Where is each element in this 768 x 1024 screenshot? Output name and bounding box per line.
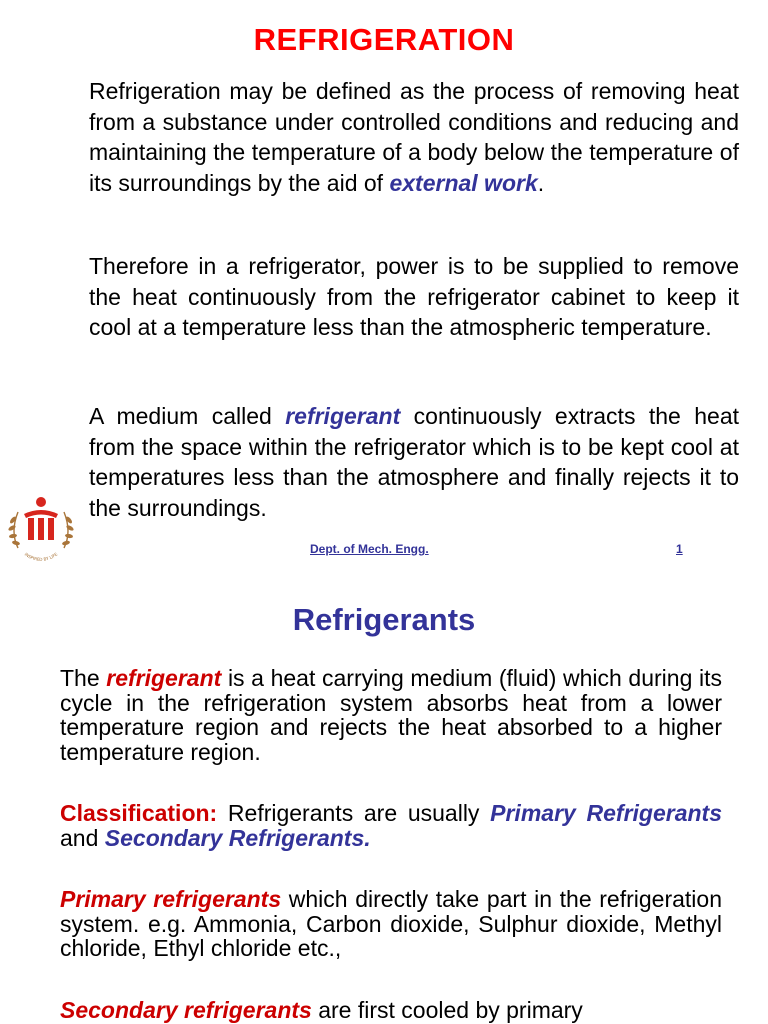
paragraph-power: Therefore in a refrigerator, power is to be supplied to remove the heat continuously from the refrigerator cabinet to keep it cool at a temperature less than the atmospheric temperature. [89,253,739,340]
paragraph-text-after: continuously extracts the heat from the space within the refrigerator which is to be kept cool at temperatures less than the atmosphere and finally rejects it to the surroundings. [89,403,740,521]
paragraph-classification [60,801,722,850]
emphasis-secondary: Secondary Refrigerants. [104,824,371,851]
slide-title: Refrigerants [292,602,476,637]
paragraph-primary-refrigerants [60,887,722,961]
paragraph-text-before: The [60,665,107,691]
emphasis-external-work: external work [389,169,538,196]
paragraph-text-after: is a heat carrying medium (fluid) which during its cycle in the refrigeration system absorbs heat from a lower temperature region and rejects the heat absorbed to a higher temperature region. [60,665,722,765]
paragraph-refrigerant-definition [60,666,722,764]
paragraph-secondary-refrigerants [60,998,722,1023]
emphasis-primary: Primary Refrigerants [490,800,722,826]
paragraph-medium [89,401,739,523]
paragraph-text: are first cooled by primary [311,997,583,1023]
emphasis-refrigerant: refrigerant [285,403,401,429]
paragraph-definition [89,76,739,198]
paragraph-text: which directly take part in the refrigeration system. e.g. Ammonia, Carbon dioxide, Sulphur dioxide, Methyl chloride, Ethyl chloride etc., [60,886,722,961]
classification-label: Classification: [60,800,218,826]
paragraph-and: and [60,824,105,851]
emphasis-refrigerant: refrigerant [106,665,222,691]
emphasis-secondary-refrigerants: Secondary refrigerants [60,997,312,1023]
slide-2 [0,580,768,1024]
institute-logo-icon [4,490,78,570]
paragraph-end: . [537,169,545,196]
paragraph-text: Refrigeration may be defined as the process of removing heat from a substance under controlled conditions and reducing and maintaining the temperature of a body below the temperature of its surroundings by the aid of [89,78,739,196]
footer-department: Dept. of Mech. Engg. [310,542,429,556]
page-number: 1 [676,542,683,556]
emphasis-primary-refrigerants: Primary refrigerants [60,886,282,912]
logo-motto: INSPIRED BY LIFE [23,551,59,562]
paragraph-text: Refrigerants are usually [217,800,491,826]
svg-text:INSPIRED BY LIFE [24,551,59,561]
slide-title: REFRIGERATION [253,22,515,57]
paragraph-text-before: A medium called [89,403,286,429]
